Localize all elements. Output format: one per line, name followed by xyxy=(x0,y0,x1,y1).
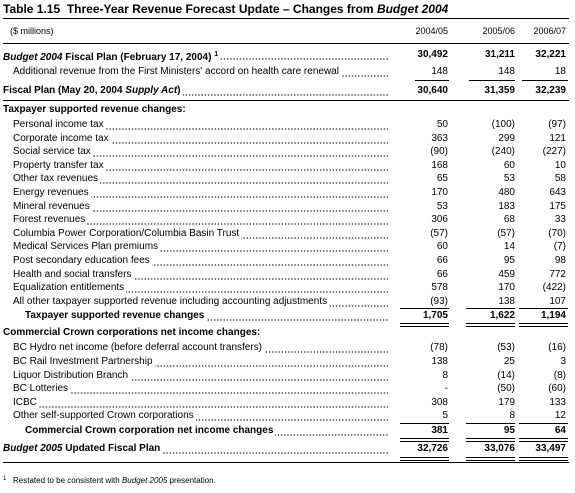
row-label: Health and social transfers xyxy=(13,268,388,282)
value-2004-05: 578 xyxy=(431,282,448,293)
value-2004-05: 30,640 xyxy=(417,85,448,96)
value-2005-06: 95 xyxy=(503,425,515,436)
value-2005-06: 138 xyxy=(498,296,515,307)
value-2005-06: 25 xyxy=(503,356,515,367)
row-label: Personal income tax xyxy=(13,118,388,132)
subtotal-rule xyxy=(415,80,449,81)
table-row xyxy=(0,369,575,383)
fiscal-plan-may-label: Fiscal Plan (May 20, 2004 Supply Act) xyxy=(3,84,388,98)
value-2004-05: 32,726 xyxy=(417,443,448,454)
value-2005-06: 183 xyxy=(498,201,515,212)
row-label: Other tax revenues xyxy=(13,172,388,186)
value-2005-06: (50) xyxy=(497,383,515,394)
value-2004-05: 381 xyxy=(431,425,448,436)
table-row xyxy=(0,227,575,241)
budget-2004-label: Budget 2004 Fiscal Plan (February 17, 2004) $^1$ xyxy=(3,48,388,65)
crown-total-row xyxy=(0,424,575,438)
table-row xyxy=(0,145,575,159)
budget-2004-row xyxy=(0,48,575,62)
value-2005-06: 31,359 xyxy=(484,85,515,96)
crown-section-header: Commercial Crown corporations net income changes: xyxy=(3,327,261,338)
value-2006-07: 33,497 xyxy=(535,443,566,454)
table-row xyxy=(0,240,575,254)
value-2005-06: 31,211 xyxy=(484,49,515,60)
value-2006-07: (8) xyxy=(553,370,566,381)
value-2004-05: 66 xyxy=(436,269,448,280)
row-label: Property transfer tax xyxy=(13,159,388,173)
additional-revenue-label: Additional revenue from the First Ministers' accord on health care renewal xyxy=(13,65,388,79)
value-2005-06: 148 xyxy=(498,66,515,77)
table-row xyxy=(0,159,575,173)
col-header-2004-05: 2004/05 xyxy=(415,26,448,36)
col-header-2006-07: 2006/07 xyxy=(533,26,566,36)
title-rule xyxy=(3,18,569,19)
value-2005-06: (100) xyxy=(491,119,515,130)
total-double-rule xyxy=(400,457,449,461)
row-label: BC Hydro net income (before deferral account transfers) xyxy=(13,341,388,355)
table-row xyxy=(0,118,575,132)
value-2006-07: (97) xyxy=(548,119,566,130)
value-2006-07: 64 xyxy=(554,425,566,436)
value-2005-06: 299 xyxy=(498,133,515,144)
row-label: BC Lotteries xyxy=(13,382,388,396)
value-2004-05: (90) xyxy=(430,146,448,157)
value-2006-07: 772 xyxy=(549,269,566,280)
value-2005-06: (57) xyxy=(497,228,515,239)
value-2004-05: 138 xyxy=(431,356,448,367)
row-label: Columbia Power Corporation/Columbia Basin Trust xyxy=(13,227,388,241)
value-2004-05: 1,705 xyxy=(422,310,448,321)
row-label: Corporate income tax xyxy=(13,132,388,146)
row-label: Social service tax xyxy=(13,145,388,159)
table-row xyxy=(0,281,575,295)
value-2005-06: 95 xyxy=(503,255,515,266)
taxpayer-section-header: Taxpayer supported revenue changes: xyxy=(3,104,186,115)
value-2005-06: 8 xyxy=(509,410,515,421)
value-2006-07: 133 xyxy=(549,397,566,408)
value-2006-07: (16) xyxy=(548,342,566,353)
value-2004-05: 60 xyxy=(436,241,448,252)
taxpayer-total-row xyxy=(0,309,575,323)
table-row xyxy=(0,396,575,410)
value-2006-07: 643 xyxy=(549,187,566,198)
value-2005-06: 14 xyxy=(503,241,515,252)
budget-2005-row xyxy=(0,442,575,456)
value-2006-07: (7) xyxy=(553,241,566,252)
value-2006-07: 32,239 xyxy=(535,85,566,96)
table-row xyxy=(0,254,575,268)
value-2004-05: 5 xyxy=(442,410,448,421)
value-2006-07: 58 xyxy=(554,173,566,184)
value-2004-05: 363 xyxy=(431,133,448,144)
row-label: BC Rail Investment Partnership xyxy=(13,355,388,369)
row-label: Liquor Distribution Branch xyxy=(13,369,388,383)
row-label: ICBC xyxy=(13,396,388,410)
value-2006-07: 32,221 xyxy=(535,49,566,60)
value-2006-07: 98 xyxy=(554,255,566,266)
row-label: Energy revenues xyxy=(13,186,388,200)
table-row xyxy=(0,200,575,214)
col-header-2005-06: 2005/06 xyxy=(482,26,515,36)
value-2006-07: 107 xyxy=(549,296,566,307)
table-row xyxy=(0,295,575,309)
row-label: Post secondary education fees xyxy=(13,254,388,268)
value-2006-07: (227) xyxy=(542,146,566,157)
value-2004-05: 50 xyxy=(436,119,448,130)
value-2005-06: 480 xyxy=(498,187,515,198)
row-label: All other taxpayer supported revenue including accounting adjustments xyxy=(13,295,388,309)
value-2006-07: 18 xyxy=(554,66,566,77)
table-row xyxy=(0,268,575,282)
value-2004-05: 8 xyxy=(442,370,448,381)
table-title xyxy=(3,2,448,16)
subtotal-rule xyxy=(469,80,515,81)
total-double-rule xyxy=(519,457,568,461)
value-2006-07: 175 xyxy=(549,201,566,212)
value-2005-06: (53) xyxy=(497,342,515,353)
row-label: Mineral revenues xyxy=(13,200,388,214)
value-2004-05: 65 xyxy=(436,173,448,184)
value-2006-07: (70) xyxy=(548,228,566,239)
value-2004-05: 170 xyxy=(431,187,448,198)
value-2006-07: 3 xyxy=(560,356,566,367)
row-label: Forest revenues xyxy=(13,213,388,227)
value-2004-05: (57) xyxy=(430,228,448,239)
additional-revenue-row xyxy=(0,65,575,79)
value-2005-06: 33,076 xyxy=(484,443,515,454)
row-label: Other self-supported Crown corporations xyxy=(13,409,388,423)
value-2005-06: 1,622 xyxy=(489,310,515,321)
footnote-mark: 1 xyxy=(3,476,7,482)
value-2004-05: - xyxy=(444,383,448,394)
value-2006-07: 12 xyxy=(554,410,566,421)
footnote: $^1$ Restated to be consistent with Budget 2005 presentation. xyxy=(3,476,216,485)
value-2006-07: 121 xyxy=(549,133,566,144)
value-2004-05: 148 xyxy=(431,66,448,77)
value-2005-06: 53 xyxy=(503,173,515,184)
value-2004-05: 30,492 xyxy=(417,49,448,60)
value-2004-05: 168 xyxy=(431,160,448,171)
table-row xyxy=(0,341,575,355)
subtotal-rule xyxy=(522,80,568,81)
row-label: Commercial Crown corporation net income changes xyxy=(25,424,388,438)
value-2006-07: 33 xyxy=(554,214,566,225)
table-row xyxy=(0,132,575,146)
value-2005-06: 68 xyxy=(503,214,515,225)
value-2005-06: 60 xyxy=(503,160,515,171)
value-2005-06: 459 xyxy=(498,269,515,280)
table-number: Table 1.15 xyxy=(3,2,61,16)
table-row xyxy=(0,382,575,396)
section-rule xyxy=(3,100,569,101)
bottom-rule xyxy=(3,462,569,463)
value-2004-05: 308 xyxy=(431,397,448,408)
value-2004-05: (78) xyxy=(430,342,448,353)
value-2006-07: 1,194 xyxy=(540,310,566,321)
value-2005-06: (14) xyxy=(497,370,515,381)
value-2006-07: (422) xyxy=(542,282,566,293)
value-2005-06: (240) xyxy=(491,146,515,157)
table-row xyxy=(0,409,575,423)
fiscal-plan-may-row xyxy=(0,84,575,98)
value-2006-07: 10 xyxy=(554,160,566,171)
table-row xyxy=(0,186,575,200)
value-2004-05: 53 xyxy=(436,201,448,212)
value-2005-06: 179 xyxy=(498,397,515,408)
value-2004-05: 306 xyxy=(431,214,448,225)
column-header-row xyxy=(0,24,575,38)
unit-label: ($ millions) xyxy=(10,26,54,36)
value-2004-05: (93) xyxy=(430,296,448,307)
value-2006-07: (60) xyxy=(548,383,566,394)
table-row xyxy=(0,172,575,186)
total-double-rule xyxy=(466,457,515,461)
value-2005-06: 170 xyxy=(498,282,515,293)
table-title-text: Three-Year Revenue Forecast Update – Changes from xyxy=(66,2,374,16)
table-title-italic: Budget 2004 xyxy=(376,2,449,16)
row-label: Taxpayer supported revenue changes xyxy=(25,309,388,323)
row-label: Medical Services Plan premiums xyxy=(13,240,388,254)
header-rule xyxy=(3,43,569,44)
row-label: Equalization entitlements xyxy=(13,281,388,295)
table-row xyxy=(0,355,575,369)
table-row xyxy=(0,213,575,227)
value-2004-05: 66 xyxy=(436,255,448,266)
budget-2005-label: Budget 2005 Updated Fiscal Plan xyxy=(3,442,388,456)
